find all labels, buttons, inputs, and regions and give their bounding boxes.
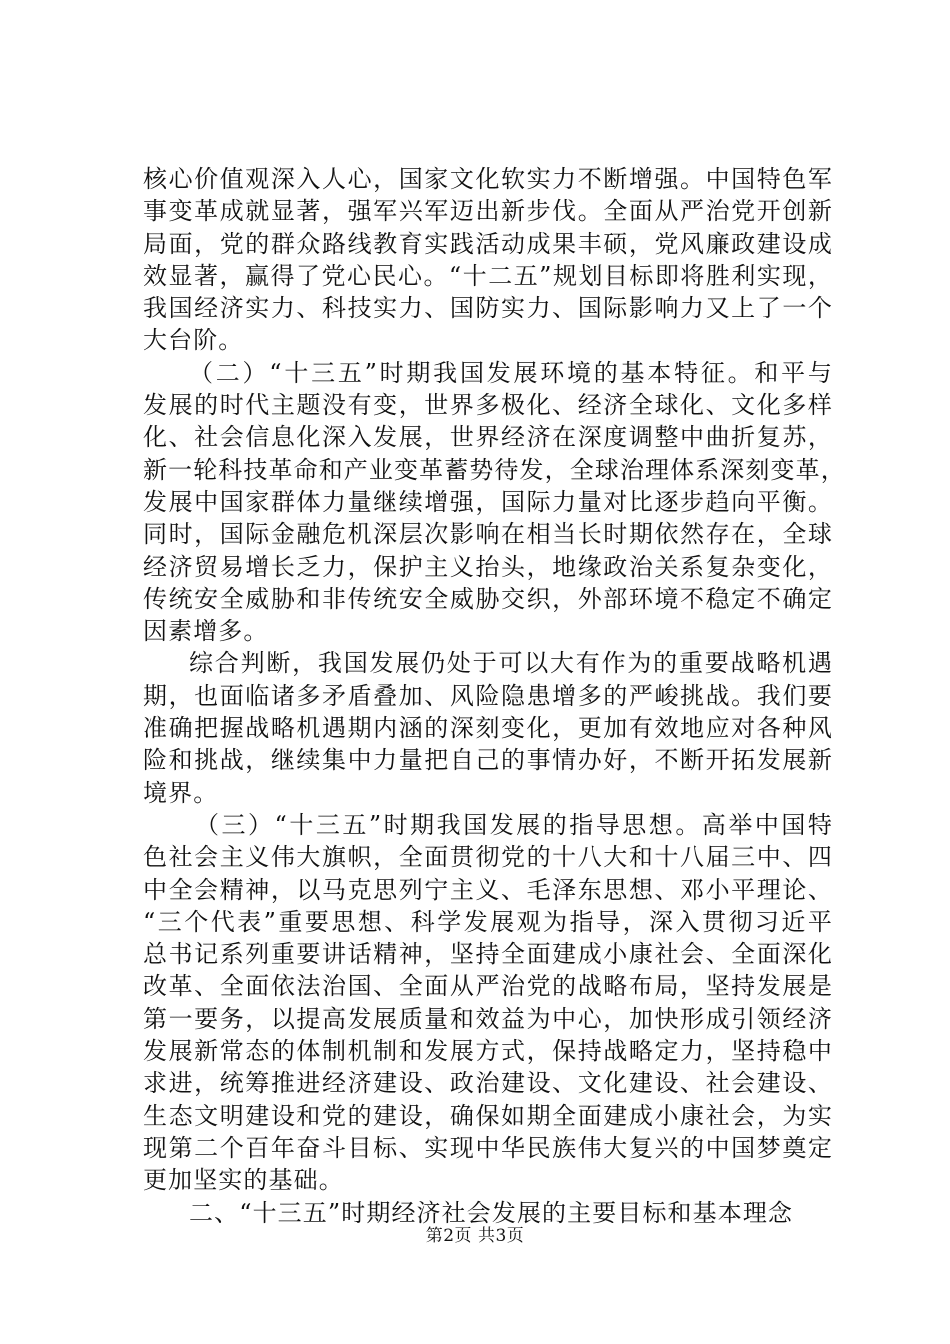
- section-heading-line: （三）“十三五”时期我国发展的指导思想。高举中国特: [195, 810, 833, 839]
- text-line: 因素增多。: [143, 617, 269, 646]
- section-heading-line: （二）“十三五”时期我国发展环境的基本特征。和平与: [189, 358, 833, 387]
- text-line: 局面，党的群众路线教育实践活动成果丰硕，党风廉政建设成: [143, 229, 833, 258]
- document-body: [143, 163, 846, 1229]
- text-line: 准确把握战略机遇期内涵的深刻变化，更加有效地应对各种风: [143, 714, 833, 743]
- text-line: 色社会主义伟大旗帜，全面贯彻党的十八大和十八届三中、四: [143, 843, 833, 872]
- text-line: 生态文明建设和党的建设，确保如期全面建成小康社会，为实: [143, 1101, 833, 1130]
- text-line: 现第二个百年奋斗目标、实现中华民族伟大复兴的中国梦奠定: [143, 1133, 833, 1162]
- page-number-footer: 第2页 共3页: [425, 1226, 525, 1246]
- text-line: 第一要务，以提高发展质量和效益为中心，加快形成引领经济: [143, 1004, 833, 1033]
- text-line: 化、社会信息化深入发展，世界经济在深度调整中曲折复苏，: [143, 423, 833, 452]
- paragraph-first-line: 综合判断，我国发展仍处于可以大有作为的重要战略机遇: [189, 649, 833, 678]
- text-line: 我国经济实力、科技实力、国防实力、国际影响力又上了一个: [143, 294, 833, 323]
- text-line: 事变革成就显著，强军兴军迈出新步伐。全面从严治党开创新: [143, 197, 833, 226]
- text-line: “三个代表”重要思想、科学发展观为指导，深入贯彻习近平: [143, 907, 833, 936]
- text-line: 改革、全面依法治国、全面从严治党的战略布局，坚持发展是: [143, 972, 833, 1001]
- text-line: 发展新常态的体制机制和发展方式，保持战略定力，坚持稳中: [143, 1037, 833, 1066]
- text-line: 期，也面临诸多矛盾叠加、风险隐患增多的严峻挑战。我们要: [143, 681, 833, 710]
- text-line: 核心价值观深入人心，国家文化软实力不断增强。中国特色军: [143, 165, 833, 193]
- text-line: 传统安全威胁和非传统安全威胁交织，外部环境不稳定不确定: [143, 584, 833, 613]
- text-line: 中全会精神，以马克思列宁主义、毛泽东思想、邓小平理论、: [143, 875, 833, 904]
- text-line: 发展的时代主题没有变，世界多极化、经济全球化、文化多样: [143, 391, 833, 420]
- text-line: 更加坚实的基础。: [143, 1166, 344, 1195]
- text-line: 效显著，赢得了党心民心。“十二五”规划目标即将胜利实现，: [143, 261, 833, 290]
- chapter-heading-line: 二、“十三五”时期经济社会发展的主要目标和基本理念: [189, 1198, 794, 1227]
- text-line: 同时，国际金融危机深层次影响在相当长时期依然存在，全球: [143, 520, 833, 549]
- text-line: 险和挑战，继续集中力量把自己的事情办好，不断开拓发展新: [143, 746, 833, 775]
- text-line: 大台阶。: [143, 326, 244, 355]
- text-line: 发展中国家群体力量继续增强，国际力量对比逐步趋向平衡。: [143, 487, 833, 516]
- text-line: 新一轮科技革命和产业变革蓄势待发，全球治理体系深刻变革，: [143, 455, 846, 484]
- text-line: 总书记系列重要讲话精神，坚持全面建成小康社会、全面深化: [143, 940, 833, 969]
- text-line: 求进，统筹推进经济建设、政治建设、文化建设、社会建设、: [143, 1069, 833, 1098]
- text-line: 境界。: [143, 778, 219, 807]
- text-line: 经济贸易增长乏力，保护主义抬头，地缘政治关系复杂变化，: [143, 552, 833, 581]
